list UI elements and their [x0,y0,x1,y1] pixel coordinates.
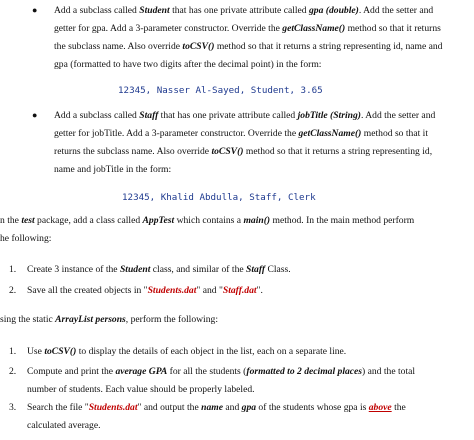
emphasized-term: main() [243,215,271,226]
emphasized-term: Staff [139,110,159,121]
text-run: ) and the total [362,366,416,377]
text-run: class, and similar of the [150,264,247,275]
list1-item-2 [27,285,263,297]
text-run: " and " [196,285,223,296]
text-run: that has one private attribute called [169,5,309,16]
file-name: Students.dat [88,402,138,413]
text-run: . Add the setter and [360,110,436,121]
emphasized-term: average GPA [115,366,168,377]
text-run: number of students. Each value should be properly labeled. [27,384,255,395]
text-run: Class. [265,264,291,275]
text-run: getter for gpa. Add a 3-parameter constructor. Override the [54,23,283,34]
text-run: getter for jobTitle. Add a 3-parameter constructor. Override the [54,128,299,139]
bullet-2-line-2 [54,128,428,140]
text-run: n the [0,215,22,226]
apptest-instructions-line-1 [0,215,414,227]
emphasized-term: test [21,215,35,226]
text-run: to display the details of each object in the list, each on a separate line. [76,346,347,357]
text-run: method so that it returns a string representing id, [243,146,433,157]
bullet-marker: ● [32,5,38,15]
text-run: Search the file " [27,402,89,413]
text-run: Use [27,346,45,357]
text-run: name and jobTitle in the form: [54,164,172,175]
file-name: Staff.dat [222,285,257,296]
bullet-1-line-1 [54,5,433,17]
text-run: package, add a class called [34,215,143,226]
text-run: Save all the created objects in " [27,285,148,296]
text-run: returns the subclass name. Also override [54,146,212,157]
emphasized-term: jobTitle (String) [297,110,361,121]
list1-num-1: 1. [9,264,17,275]
list1-num-2: 2. [9,285,17,296]
text-run: Add a subclass called [54,5,140,16]
bullet-1-line-3 [54,41,442,53]
arraylist-instructions [0,314,218,326]
text-run: for all the students ( [167,366,247,377]
text-run: and [222,402,242,413]
apptest-instructions-line-2 [0,233,51,245]
list2-item-2-line-1 [27,366,415,378]
bullet-2-line-1 [54,110,435,122]
emphasized-term: Student [119,264,151,275]
bullet-1-line-2 [54,23,441,35]
text-run: " and output the [137,402,202,413]
list2-item-3-line-2 [27,420,101,432]
text-run: ". [256,285,263,296]
emphasized-term: toCSV() [44,346,77,357]
list1-item-1 [27,264,291,276]
text-run: Compute and print the [27,366,116,377]
list2-item-3-line-1 [27,402,406,414]
text-run: he following: [0,233,52,244]
text-run: that has one private attribute called [158,110,298,121]
text-run: , perform the following: [125,314,218,325]
emphasized-term: Student [139,5,170,16]
emphasized-keyword: above [368,402,392,413]
file-name: Students.dat [147,285,197,296]
student-csv-example: 12345, Nasser Al-Sayed, Student, 3.65 [118,85,323,96]
text-run: sing the static [0,314,56,325]
emphasized-term: getClassName() [298,128,362,139]
text-run: method. In the main method perform [270,215,415,226]
emphasized-term: toCSV() [182,41,215,52]
emphasized-term: AppTest [142,215,175,226]
text-run: the subclass name. Also override [54,41,183,52]
text-run: gpa (formatted to have two digits after the decimal point) in the form: [54,59,322,70]
text-run: method so that it returns a string representing id, name and [214,41,443,52]
emphasized-term: toCSV() [211,146,244,157]
emphasized-term: ArrayList persons [55,314,126,325]
emphasized-term: getClassName() [282,23,346,34]
emphasized-term: gpa (double) [309,5,359,16]
bullet-1-line-4 [54,59,321,71]
emphasized-term: name [201,402,223,413]
text-run: of the students whose gpa is [256,402,369,413]
text-run: Create 3 instance of the [27,264,120,275]
text-run: Add a subclass called [54,110,140,121]
emphasized-term: formatted to 2 decimal places [246,366,363,377]
emphasized-term: gpa [241,402,257,413]
text-run: calculated average. [27,420,101,431]
staff-csv-example: 12345, Khalid Abdulla, Staff, Clerk [122,192,316,203]
text-run: which contains a [174,215,244,226]
bullet-marker: ● [32,110,38,120]
bullet-2-line-4 [54,164,171,176]
bullet-2-line-3 [54,146,432,158]
list2-item-1 [27,346,346,358]
list2-num-2: 2. [9,366,17,377]
text-run: the [391,402,406,413]
text-run: . Add the setter and [358,5,434,16]
text-run: method so that it [361,128,428,139]
text-run: method so that it returns [345,23,441,34]
emphasized-term: Staff [246,264,266,275]
list2-num-3: 3. [9,402,17,413]
list2-item-2-line-2 [27,384,255,396]
list2-num-1: 1. [9,346,17,357]
